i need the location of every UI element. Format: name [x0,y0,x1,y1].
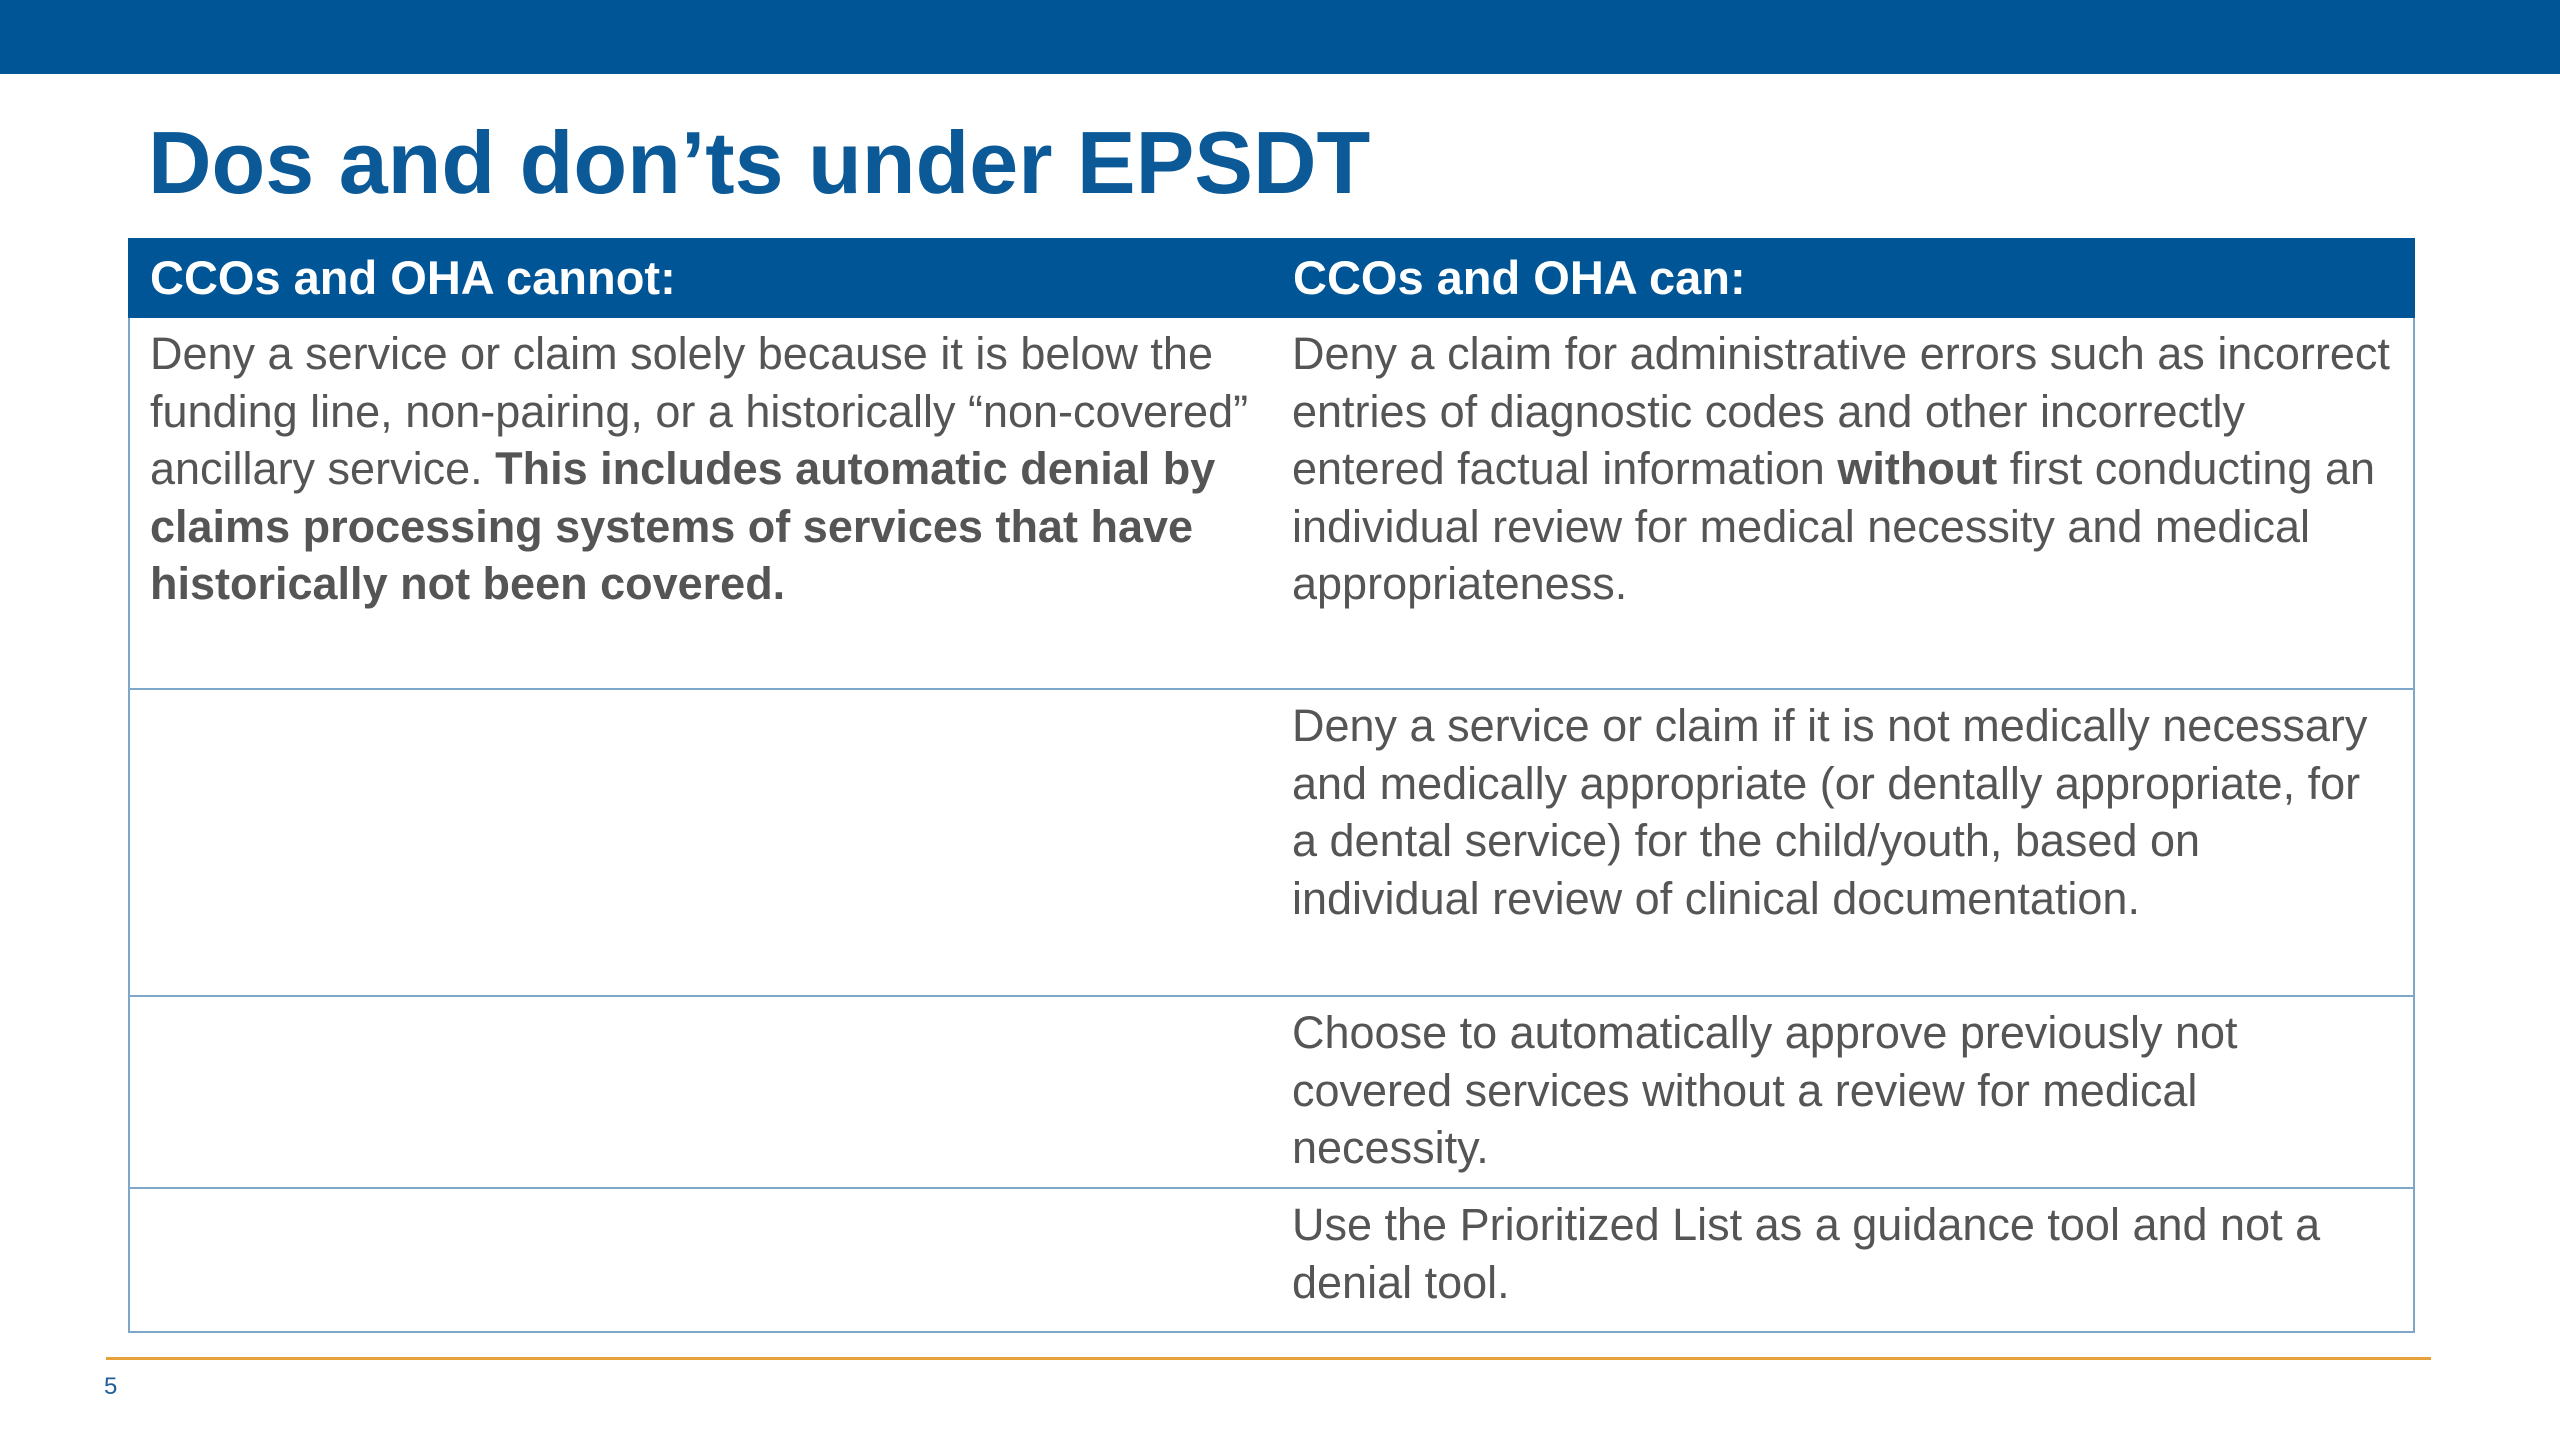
cell-bold-text: without [1837,443,1998,494]
table-row [129,317,2414,689]
page-title: Dos and don’ts under EPSDT [148,113,1371,212]
cell-cannot-3 [129,996,1272,1188]
cell-bold-text: This includes automatic denial by claims processing systems of services that have historically not been covered. [150,443,1216,609]
cell-can-3: Choose to automatically approve previously not covered services without a review for medical necessity. [1272,996,2414,1188]
cell-can-1 [1272,317,2414,689]
table-row [129,689,2414,996]
cell-cannot-1 [129,317,1272,689]
cell-text: Deny a service or claim solely because it is below the funding line, non-pairing, or a historically “non-covered” ancillary service. [150,328,1249,494]
table-header-row [129,239,2414,317]
dos-donts-table [128,238,2415,1333]
cell-cannot-4 [129,1188,1272,1332]
header-cannot: CCOs and OHA cannot: [129,239,1272,317]
top-banner [0,0,2560,74]
page-number: 5 [104,1373,118,1400]
table-row [129,1188,2414,1332]
table-row [129,996,2414,1188]
footer-divider [106,1357,2431,1360]
cell-can-2: Deny a service or claim if it is not medically necessary and medically appropriate (or dentally appropriate, for a dental service) for the child/youth, based on individual review of clinical documentation. [1272,689,2414,996]
cell-cannot-2 [129,689,1272,996]
cell-text: first conducting an individual review for medical necessity and medical appropriateness. [1292,443,2375,609]
cell-text: Deny a claim for administrative errors such as incorrect entries of diagnostic codes and other incorrectly entered factual information [1292,328,2390,494]
cell-can-4: Use the Prioritized List as a guidance tool and not a denial tool. [1272,1188,2414,1332]
header-can: CCOs and OHA can: [1272,239,2414,317]
